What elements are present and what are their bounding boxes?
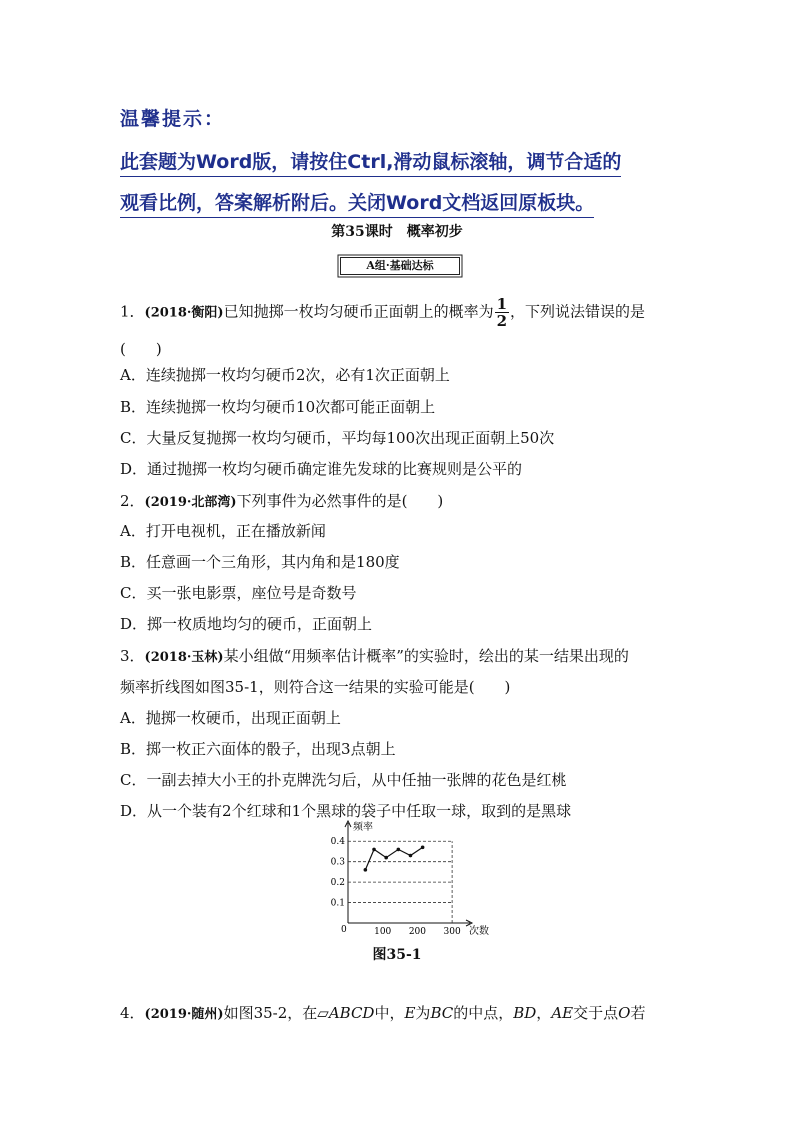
data-point [397,848,401,852]
variable: AE [551,1004,574,1022]
question-text: 为 [415,1004,431,1022]
question-1-option-c: C．大量反复抛掷一枚均匀硬币，平均每100次出现正面朝上50次 [120,429,555,447]
tip-line-2: 观看比例，答案解析附后。关闭Word文档返回原板块。 [120,188,594,218]
question-1-paren: ( ) [120,340,162,358]
variable: BD [513,1004,537,1022]
data-point [421,846,425,850]
question-1-option-b: B．连续抛掷一枚均匀硬币10次都可能正面朝上 [120,398,436,416]
variable: ABCD [328,1004,375,1022]
question-number: 3． [120,647,145,665]
variable: O [618,1004,631,1022]
question-text: ， [536,1004,552,1022]
data-point [409,854,413,858]
tip-title: 温馨提示： [120,108,226,130]
question-text: 下列事件为必然事件的是( ) [236,492,444,510]
origin-label: 0 [341,925,347,935]
x-axis-label: 次数 [469,926,489,937]
question-1-stem [120,296,645,329]
question-2-option-c: C．买一张电影票，座位号是奇数号 [120,584,357,602]
question-2-option-d: D．掷一枚质地均匀的硬币，正面朝上 [120,615,373,633]
y-tick-label: 0.4 [330,837,345,848]
question-number: 1． [120,302,145,321]
x-tick-label: 300 [443,927,461,937]
variable: E [404,1004,416,1022]
question-text: 的中点， [453,1004,514,1022]
question-number: 2． [120,492,145,510]
question-1-option-d: D．通过抛掷一枚均匀硬币确定谁先发球的比赛规则是公平的 [120,460,523,478]
question-number: 4． [120,1004,145,1022]
y-tick-label: 0.2 [330,878,345,889]
question-source: (2019·随州) [144,1007,224,1022]
question-text: 某小组做“用频率估计概率”的实验时，绘出的某一结果出现的 [223,647,629,665]
fraction-one-half [495,296,509,329]
question-3-stem-1 [120,645,629,666]
fraction-numerator: 1 [496,295,508,313]
fraction-denominator: 2 [496,312,508,330]
question-3-option-d: D．从一个装有2个红球和1个黑球的袋子中任取一球，取到的是黑球 [120,802,572,820]
question-3-stem-2: 频率折线图如图35-1，则符合这一结果的实验可能是( ) [120,678,511,696]
frequency-line-chart [318,822,489,938]
question-4-stem [120,1002,645,1023]
data-point [364,868,368,872]
y-tick-label: 0.3 [330,857,345,868]
y-tick-label: 0.1 [330,898,345,909]
question-source: (2018·玉林) [144,650,224,665]
question-text: ，下列说法错误的是 [510,302,646,321]
variable: BC [430,1004,454,1022]
group-badge: A组·基础达标 [340,257,460,275]
question-3-option-c: C．一副去掉大小王的扑克牌洗匀后，从中任抽一张牌的花色是红桃 [120,771,567,789]
question-2-stem [120,490,443,511]
question-text: 如图35-2，在▱ [223,1004,329,1022]
question-text: 若 [630,1004,646,1022]
question-2-option-b: B．任意画一个三角形，其内角和是180度 [120,553,400,571]
question-3-option-b: B．掷一枚正六面体的骰子，出现3点朝上 [120,740,396,758]
question-3-option-a: A．抛掷一枚硬币，出现正面朝上 [120,709,341,727]
question-text: 中， [374,1004,405,1022]
question-text: 交于点 [573,1004,619,1022]
data-point [384,856,388,860]
question-1-option-a: A．连续抛掷一枚均匀硬币2次，必有1次正面朝上 [120,366,450,384]
question-2-option-a: A．打开电视机，正在播放新闻 [120,522,326,540]
lesson-title: 第35课时 概率初步 [331,224,463,240]
tip-line-1: 此套题为Word版，请按住Ctrl,滑动鼠标滚轴，调节合适的 [120,147,621,177]
x-tick-label: 200 [408,927,427,937]
question-source: (2019·北部湾) [144,495,237,510]
x-tick-label: 100 [374,927,392,937]
question-source: (2018·衡阳) [144,305,224,321]
y-axis-label: 频率 [353,822,373,833]
question-text: 已知抛掷一枚均匀硬币正面朝上的概率为 [223,302,494,321]
data-point [372,848,376,852]
figure-caption: 图35-1 [372,947,422,963]
